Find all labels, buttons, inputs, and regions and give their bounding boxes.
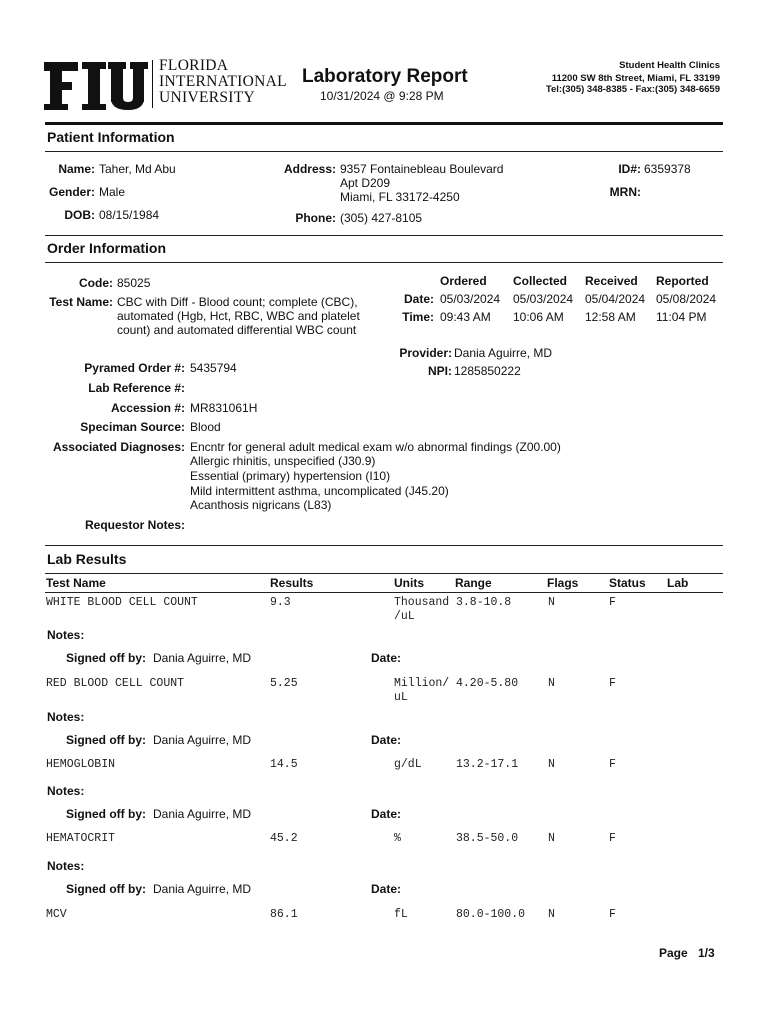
results-col-test: Test Name <box>46 576 106 590</box>
result-value: 45.2 <box>270 832 298 845</box>
test-name-line: automated (Hgb, Hct, RBC, WBC and platelet <box>117 309 360 323</box>
col-ordered: Ordered <box>440 274 487 288</box>
npi-label: NPI: <box>428 364 452 378</box>
provider-npi: 1285850222 <box>454 364 521 378</box>
results-col-status: Status <box>609 576 646 590</box>
code-label: Code: <box>79 276 113 290</box>
time-collected: 10:06 AM <box>513 310 564 324</box>
result-range: 13.2-17.1 <box>456 758 519 771</box>
address-label: Address: <box>283 162 336 176</box>
result-flag: N <box>548 677 555 690</box>
mrn-label: MRN: <box>609 185 641 199</box>
result-flag: N <box>548 596 555 609</box>
requestor-label: Requestor Notes: <box>84 518 185 532</box>
id-label: ID#: <box>618 162 641 176</box>
col-collected: Collected <box>513 274 568 288</box>
time-label: Time: <box>402 310 434 324</box>
university-line: INTERNATIONAL <box>159 73 287 90</box>
provider-label: Provider: <box>399 346 452 360</box>
notes-label: Notes: <box>47 859 85 873</box>
patient-section-title: Patient Information <box>47 129 175 145</box>
accession-label: Accession #: <box>110 401 185 415</box>
signed-off-label: Signed off by: <box>66 882 146 896</box>
diagnosis-item: Essential (primary) hypertension (I10) <box>190 469 391 483</box>
results-col-results: Results <box>270 576 314 590</box>
page-label: Page <box>659 946 688 960</box>
header-rule <box>45 122 723 125</box>
diagnoses-label: Associated Diagnoses: <box>52 440 185 454</box>
result-status: F <box>609 596 616 609</box>
gender-label: Gender: <box>48 185 95 199</box>
patient-section-rule <box>45 151 723 152</box>
address-line: 9357 Fontainebleau Boulevard <box>340 162 504 176</box>
result-status: F <box>609 832 616 845</box>
date-reported: 05/08/2024 <box>656 292 717 306</box>
result-units: Thousand <box>394 596 450 609</box>
notes-label: Notes: <box>47 628 85 642</box>
provider-name: Dania Aguirre, MD <box>454 346 553 360</box>
result-units: g/dL <box>394 758 422 771</box>
result-value: 5.25 <box>270 677 298 690</box>
result-value: 86.1 <box>270 908 298 921</box>
result-test-name: HEMOGLOBIN <box>46 758 116 771</box>
university-line: UNIVERSITY <box>159 89 255 106</box>
result-flag: N <box>548 758 555 771</box>
order-section-rule <box>45 262 723 263</box>
results-header-rule <box>45 592 723 593</box>
accession-number: MR831061H <box>190 401 258 415</box>
result-flag: N <box>548 908 555 921</box>
page-number: 1/3 <box>698 946 715 960</box>
signed-date-label: Date: <box>371 882 402 896</box>
notes-label: Notes: <box>47 784 85 798</box>
diagnosis-item: Encntr for general adult medical exam w/o abnormal findings (Z00.00) <box>190 440 561 454</box>
report-datetime: 10/31/2024 @ 9:28 PM <box>320 89 444 103</box>
time-received: 12:58 AM <box>585 310 636 324</box>
col-reported: Reported <box>656 274 709 288</box>
results-col-range: Range <box>455 576 492 590</box>
result-units-cont: uL <box>394 691 408 704</box>
date-collected: 05/03/2024 <box>513 292 574 306</box>
specimen-label: Speciman Source: <box>80 420 185 434</box>
result-test-name: MCV <box>46 908 67 921</box>
result-range: 80.0-100.0 <box>456 908 526 921</box>
patient-dob: 08/15/1984 <box>99 208 160 222</box>
results-col-lab: Lab <box>667 576 689 590</box>
clinic-address: 11200 SW 8th Street, Miami, FL 33199 <box>551 73 720 84</box>
result-status: F <box>609 677 616 690</box>
result-test-name: HEMATOCRIT <box>46 832 116 845</box>
signed-off-by: Dania Aguirre, MD <box>153 882 252 896</box>
result-status: F <box>609 908 616 921</box>
clinic-contact: Tel:(305) 348-8385 - Fax:(305) 348-6659 <box>545 84 720 95</box>
result-test-name: RED BLOOD CELL COUNT <box>46 677 185 690</box>
logo-divider <box>152 60 153 108</box>
result-units-cont: /uL <box>394 610 415 623</box>
university-line: FLORIDA <box>159 57 229 74</box>
report-title: Laboratory Report <box>302 66 468 87</box>
fiu-logo <box>44 60 148 112</box>
signed-off-by: Dania Aguirre, MD <box>153 807 252 821</box>
signed-date-label: Date: <box>371 807 402 821</box>
results-section-title: Lab Results <box>47 551 127 567</box>
order-section-title: Order Information <box>47 240 167 256</box>
dob-label: DOB: <box>64 208 95 222</box>
signed-off-label: Signed off by: <box>66 733 146 747</box>
address-line: Miami, FL 33172-4250 <box>340 190 460 204</box>
order-section-top-rule <box>45 235 723 236</box>
result-test-name: WHITE BLOOD CELL COUNT <box>46 596 198 609</box>
result-value: 9.3 <box>270 596 291 609</box>
result-units: % <box>394 832 401 845</box>
signed-date-label: Date: <box>371 733 402 747</box>
signed-off-label: Signed off by: <box>66 807 146 821</box>
university-name <box>159 58 287 106</box>
result-range: 3.8-10.8 <box>456 596 512 609</box>
time-ordered: 09:43 AM <box>440 310 491 324</box>
name-label: Name: <box>58 162 95 176</box>
signed-off-by: Dania Aguirre, MD <box>153 651 252 665</box>
col-received: Received <box>585 274 638 288</box>
signed-off-by: Dania Aguirre, MD <box>153 733 252 747</box>
diagnosis-item: Allergic rhinitis, unspecified (J30.9) <box>190 454 376 468</box>
test-name-line: CBC with Diff - Blood count; complete (CBC), <box>117 295 358 309</box>
result-units: Million/ <box>394 677 450 690</box>
signed-date-label: Date: <box>371 651 402 665</box>
patient-name: Taher, Md Abu <box>99 162 176 176</box>
diagnosis-item: Mild intermittent asthma, uncomplicated (J45.20) <box>190 484 449 498</box>
patient-phone: (305) 427-8105 <box>340 211 423 225</box>
date-ordered: 05/03/2024 <box>440 292 501 306</box>
result-flag: N <box>548 832 555 845</box>
results-section-top-rule <box>45 545 723 546</box>
date-label: Date: <box>403 292 434 306</box>
patient-gender: Male <box>99 185 126 199</box>
time-reported: 11:04 PM <box>656 310 707 324</box>
results-col-units: Units <box>394 576 424 590</box>
result-range: 38.5-50.0 <box>456 832 519 845</box>
clinic-name: Student Health Clinics <box>619 60 720 71</box>
result-range: 4.20-5.80 <box>456 677 519 690</box>
specimen-source: Blood <box>190 420 221 434</box>
test-name-label: Test Name: <box>49 295 113 309</box>
date-received: 05/04/2024 <box>585 292 646 306</box>
signed-off-label: Signed off by: <box>66 651 146 665</box>
lab-reference-label: Lab Reference #: <box>88 381 185 395</box>
phone-label: Phone: <box>295 211 336 225</box>
results-section-rule <box>45 573 723 574</box>
results-col-flags: Flags <box>547 576 579 590</box>
result-status: F <box>609 758 616 771</box>
result-units: fL <box>394 908 408 921</box>
pyramed-label: Pyramed Order #: <box>84 361 185 375</box>
pyramed-order: 5435794 <box>190 361 237 375</box>
result-value: 14.5 <box>270 758 298 771</box>
notes-label: Notes: <box>47 710 85 724</box>
order-code: 85025 <box>117 276 151 290</box>
address-line: Apt D209 <box>340 176 391 190</box>
diagnosis-item: Acanthosis nigricans (L83) <box>190 498 332 512</box>
patient-id: 6359378 <box>644 162 691 176</box>
test-name-line: count) and automated differential WBC count <box>117 323 357 337</box>
